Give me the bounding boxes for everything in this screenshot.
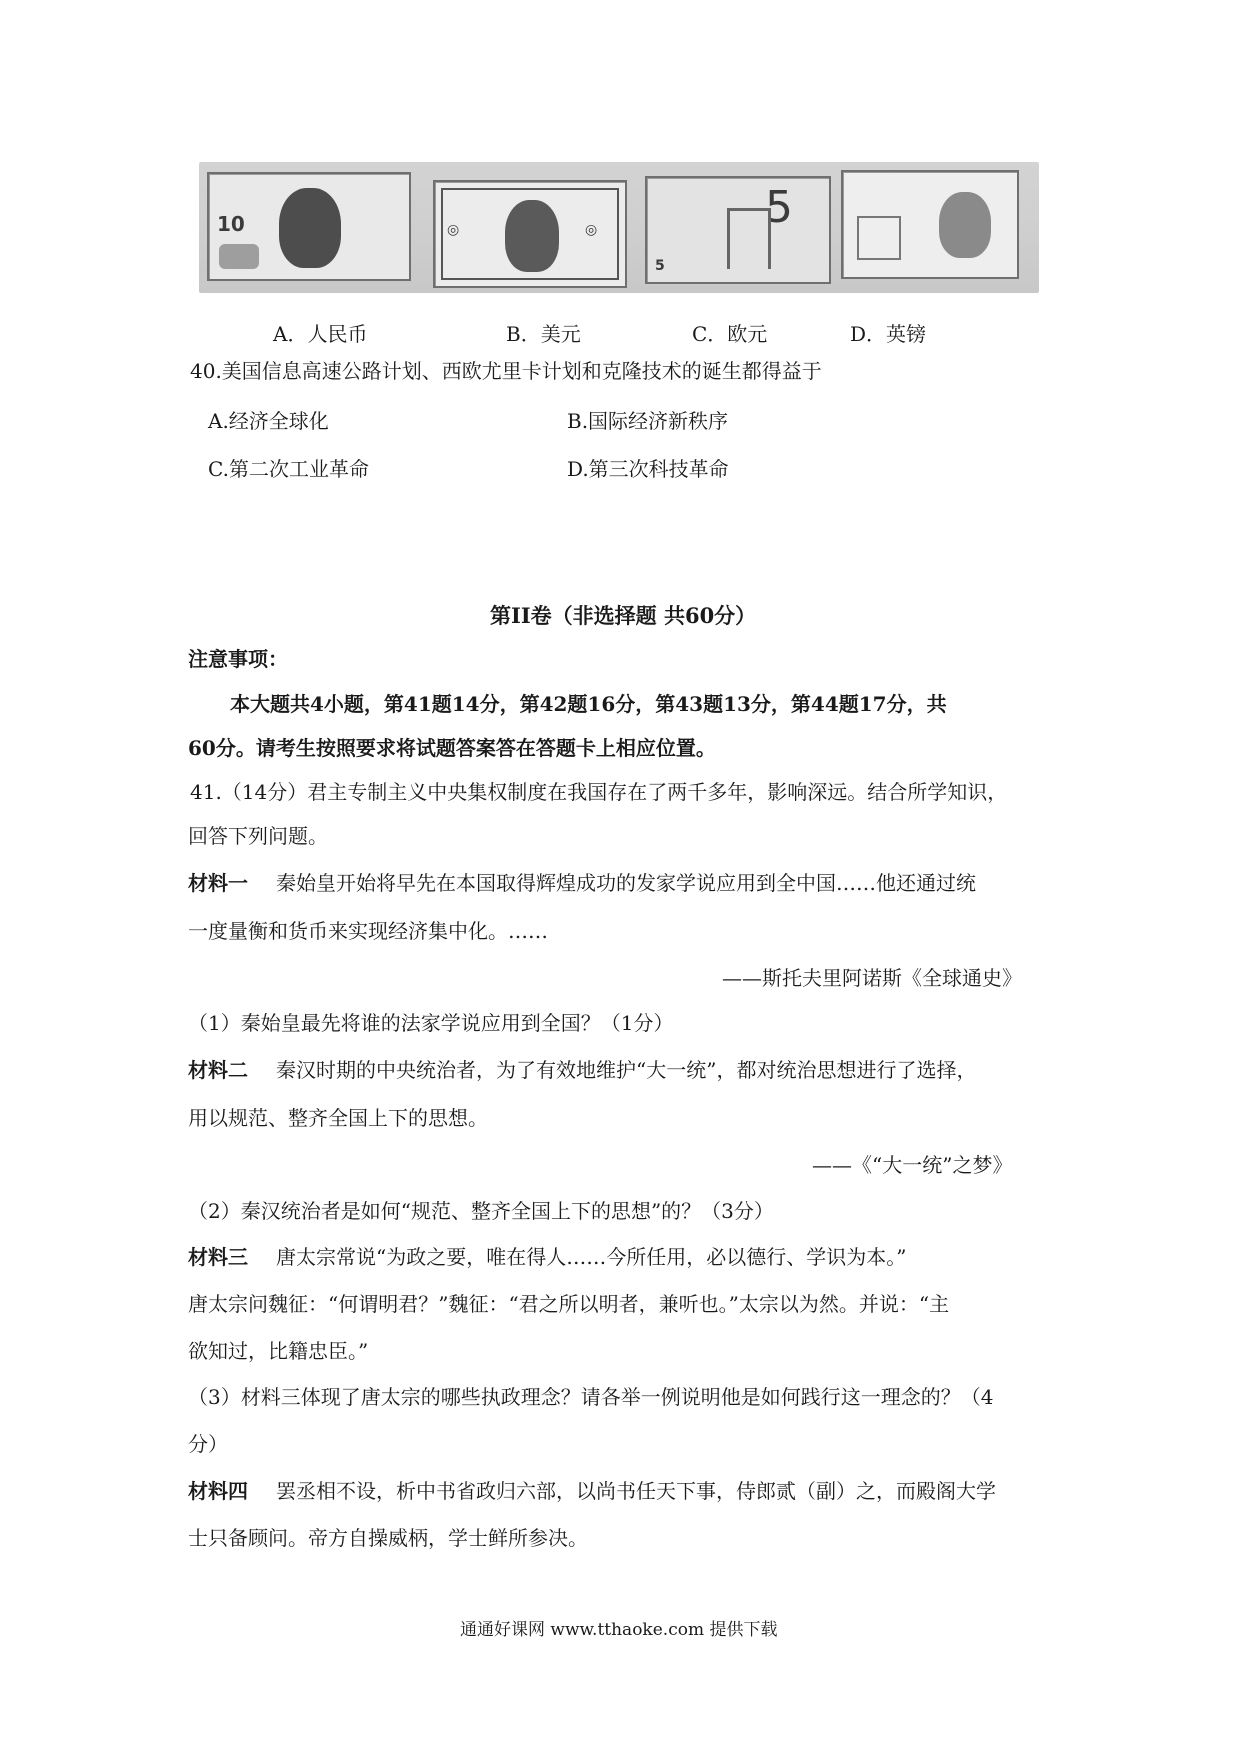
material-3-line-3: 欲知过，比籍忠臣。” <box>188 1339 369 1363</box>
q39-option-a: A．人民币 <box>273 322 368 346</box>
material-1-line-2: 一度量衡和货币来实现经济集中化。…… <box>188 919 548 943</box>
notice-line-1: 本大题共4小题，第41题14分，第42题16分，第43题13分，第44题17分，共 <box>230 692 947 716</box>
banknotes-photo <box>199 162 1039 293</box>
material-3-line-1: 唐太宗常说“为政之要，唯在得人……今所任用，必以德行、学识为本。” <box>276 1245 907 1269</box>
q41-stem-line-1: 41.（14分）君主专制主义中央集权制度在我国存在了两千多年，影响深远。结合所学知识， <box>190 780 1008 804</box>
material-4-line-2: 士只备顾问。帝方自操威柄，学士鲜所参决。 <box>188 1526 588 1550</box>
material-2-label: 材料二 <box>188 1058 248 1082</box>
q41-stem-line-2: 回答下列问题。 <box>188 824 328 848</box>
notice-line-2: 60分。请考生按照要求将试题答案答在答题卡上相应位置。 <box>188 736 716 760</box>
q40-option-c: C.第二次工业革命 <box>208 457 369 481</box>
material-2-line-1: 秦汉时期的中央统治者，为了有效地维护“大一统”，都对统治思想进行了选择， <box>276 1058 977 1082</box>
material-3-line-2: 唐太宗问魏征：“何谓明君？”魏征：“君之所以明者，兼听也。”太宗以为然。并说：“主 <box>188 1292 950 1316</box>
page-footer: 通通好课网 www.tthaoke.com 提供下载 <box>460 1620 778 1640</box>
q39-option-d: D．英镑 <box>850 322 927 346</box>
question-3-line-1: （3）材料三体现了唐太宗的哪些执政理念？请各举一例说明他是如何践行这一理念的？（4 <box>188 1385 994 1409</box>
material-1-line-1: 秦始皇开始将早先在本国取得辉煌成功的发家学说应用到全中国……他还通过统 <box>276 871 976 895</box>
material-4-label: 材料四 <box>188 1479 248 1503</box>
q39-option-c: C．欧元 <box>692 322 768 346</box>
section-title: 第II卷（非选择题 共60分） <box>490 603 757 628</box>
notice-label: 注意事项： <box>188 647 288 671</box>
material-3-label: 材料三 <box>188 1245 248 1269</box>
gbp-note-icon <box>841 170 1019 279</box>
material-2-source: ——《“大一统”之梦》 <box>812 1153 1013 1177</box>
usd-note-icon: ◎ ◎ <box>433 180 627 288</box>
q40-option-a: A.经济全球化 <box>208 409 329 433</box>
material-1-source: ——斯托夫里阿诺斯《全球通史》 <box>722 966 1022 990</box>
euro-note-icon: 5 5 <box>645 176 831 284</box>
question-2: （2）秦汉统治者是如何“规范、整齐全国上下的思想”的？（3分） <box>188 1199 774 1223</box>
q40-option-b: B.国际经济新秩序 <box>567 409 729 433</box>
material-1-label: 材料一 <box>188 871 248 895</box>
rmb-note-icon: 10 <box>207 172 411 281</box>
material-4-line-1: 罢丞相不设，析中书省政归六部，以尚书任天下事，侍郎贰（副）之，而殿阁大学 <box>276 1479 996 1503</box>
q40-stem: 40.美国信息高速公路计划、西欧尤里卡计划和克隆技术的诞生都得益于 <box>190 359 822 383</box>
question-1: （1）秦始皇最先将谁的法家学说应用到全国？（1分） <box>188 1011 674 1035</box>
material-2-line-2: 用以规范、整齐全国上下的思想。 <box>188 1106 488 1130</box>
question-3-line-2: 分） <box>188 1432 228 1456</box>
q40-option-d: D.第三次科技革命 <box>567 457 729 481</box>
q39-option-b: B．美元 <box>506 322 581 346</box>
